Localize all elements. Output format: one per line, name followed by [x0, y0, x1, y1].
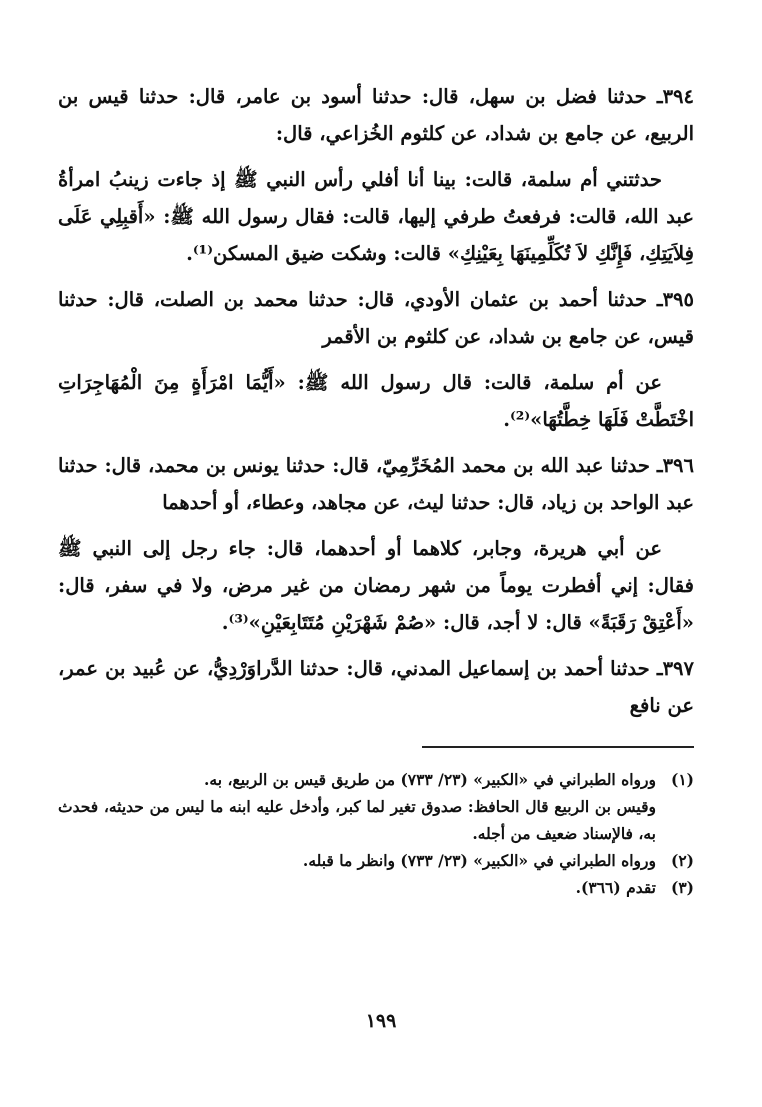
footnote-number: (١)	[670, 770, 694, 789]
footnote-number: (٣)	[670, 878, 694, 897]
hadith-396-matn: عن أبي هريرة، وجابر، كلاهما أو أحدهما، قال: جاء رجل إلى النبي ﷺ فقال: إني أفطرت يوماً من شهر رمضان من غير مرض، ولا في سفر، قال: «أَعْتِقْ رَقَبَةً» قال: لا أجد، قال: «صُمْ شَهْرَيْنِ مُتَتَابِعَيْنِ»⁽³⁾.	[58, 537, 694, 634]
hadith-394-matn: حدثتني أم سلمة، قالت: بينا أنا أفلي رأس النبي ﷺ إذ جاءت زينبُ امرأةُ عبد الله، قالت: فرفعتُ طرفي إليها، قالت: فقال رسول الله ﷺ: «أَقبِلِي عَلَى فِلاَيَتِكِ، فَإِنَّكِ لاَ تُكَلِّمِينَهَا بِعَيْنِكِ» قالت: وشكت ضيق المسكن⁽¹⁾.	[58, 168, 694, 265]
footnote-text: ورواه الطبراني في «الكبير» (٢٣/ ٧٣٣) من طريق قيس بن الربيع، به.	[204, 770, 656, 789]
hadith-395-matn: عن أم سلمة، قالت: قال رسول الله ﷺ: «أَيُّمَا امْرَأَةٍ مِنَ الْمُهَاجِرَاتِ اخْتَطَّتْ فَلَهَا خِطَّتُهَا»⁽²⁾.	[58, 371, 694, 431]
hadith-395-isnad: ٣٩٥ـ حدثنا أحمد بن عثمان الأودي، قال: حدثنا محمد بن الصلت، قال: حدثنا قيس، عن جامع بن شداد، عن كلثوم بن الأقمر	[58, 288, 694, 348]
footnotes	[58, 766, 694, 901]
hadith-397-isnad: ٣٩٧ـ حدثنا أحمد بن إسماعيل المدني، قال: حدثنا الدَّراوَرْدِيُّ، عن عُبيد بن عمر، عن نافع	[58, 657, 694, 717]
footnote-1-continued: وقيس بن الربيع قال الحافظ: صدوق تغير لما كبر، وأدخل عليه ابنه ما ليس من حديثه، فحدث به، فالإسناد ضعيف من أجله.	[58, 797, 656, 843]
hadith-396-isnad: ٣٩٦ـ حدثنا عبد الله بن محمد المُخَرِّمِيّ، قال: حدثنا يونس بن محمد، قال: حدثنا عبد الواحد بن زياد، قال: حدثنا ليث، عن مجاهد، وعطاء، أو أحدهما	[58, 454, 694, 514]
footnote-2	[58, 847, 694, 874]
footnote-3	[58, 874, 694, 901]
footnote-text: ورواه الطبراني في «الكبير» (٢٣/ ٧٣٣) وانظر ما قبله.	[302, 851, 656, 870]
hadith-394-isnad: ٣٩٤ـ حدثنا فضل بن سهل، قال: حدثنا أسود بن عامر، قال: حدثنا قيس بن الربيع، عن جامع بن شداد، عن كلثوم الخُزاعي، قال:	[58, 85, 694, 145]
footnote-separator	[422, 746, 694, 748]
footnote-text: تقدم (٣٦٦).	[575, 878, 656, 897]
footnote-number: (٢)	[670, 851, 694, 870]
footnote-1	[58, 766, 694, 793]
page-number: ١٩٩	[365, 1010, 397, 1032]
main-text	[58, 78, 694, 724]
